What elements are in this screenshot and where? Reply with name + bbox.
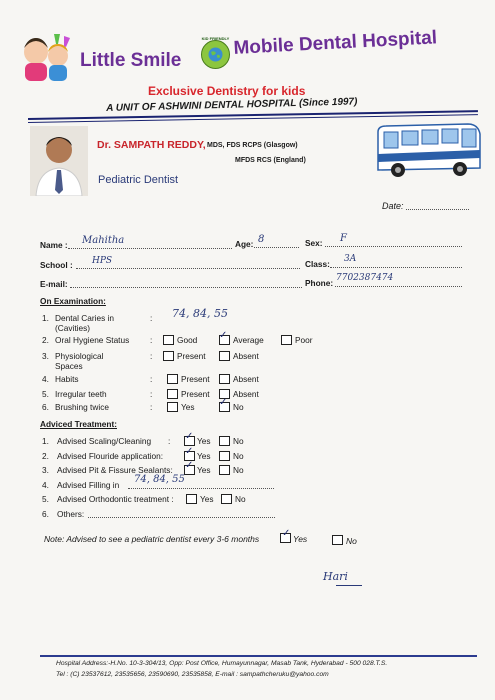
doctor-qual1: MDS, FDS RCPS (Glasgow)	[207, 142, 298, 149]
ortho-yes-label: Yes	[200, 494, 214, 504]
spaces-present-label: Present	[177, 351, 206, 361]
kid-friendly-badge	[201, 36, 230, 69]
exam-item-4-colon: :	[150, 374, 153, 384]
note-text: Note: Advised to see a pediatric dentist every 3-6 months	[44, 534, 260, 544]
signature-underline	[336, 585, 362, 586]
hygiene-good-checkbox[interactable]	[163, 335, 174, 345]
age-label: Age:	[235, 239, 254, 249]
exam-item-5-colon: :	[150, 389, 153, 399]
phone-field[interactable]	[335, 286, 462, 287]
class-field[interactable]	[330, 267, 462, 268]
school-field[interactable]	[76, 268, 300, 269]
sex-field[interactable]	[325, 246, 462, 247]
exam-item-6-colon: :	[150, 402, 153, 412]
exam-item-5-num: 5.	[42, 389, 49, 399]
exam-item-4-num: 4.	[42, 374, 49, 384]
dental-bus-icon	[372, 120, 484, 184]
unit-line: A UNIT OF ASHWINI DENTAL HOSPITAL (Since 1997)	[106, 96, 358, 114]
phone-value: 7702387474	[336, 273, 394, 283]
note-yes-label: Yes	[293, 534, 308, 544]
exam-item-4-label: Habits	[55, 374, 79, 384]
sealants-no-checkbox[interactable]	[219, 465, 230, 475]
habits-present-checkbox[interactable]	[167, 374, 178, 384]
fluoride-yes-check-icon: ✓	[185, 446, 194, 457]
footer-rule	[40, 655, 477, 657]
hygiene-poor-checkbox[interactable]	[281, 335, 292, 345]
irregular-absent-label: Absent	[233, 389, 259, 399]
doctor-name: Dr. SAMPATH REDDY,	[97, 139, 206, 151]
email-field[interactable]	[70, 287, 302, 288]
habits-present-label: Present	[181, 374, 210, 384]
treat-item-1-colon: :	[168, 436, 171, 446]
hygiene-poor-label: Poor	[295, 335, 313, 345]
date-field[interactable]	[406, 209, 469, 210]
treat-item-1-label: Advised Scaling/Cleaning	[57, 436, 152, 446]
exam-item-2-colon: :	[150, 335, 153, 345]
filling-field[interactable]	[128, 488, 274, 489]
hygiene-average-label: Average	[233, 335, 264, 345]
note-no-checkbox[interactable]	[332, 535, 343, 545]
note-no-label: No	[346, 536, 357, 546]
exam-item-1-colon: :	[150, 313, 153, 323]
fluoride-yes-label: Yes	[197, 451, 211, 461]
friendly-badge-text: KID FRIENDLY	[201, 36, 230, 41]
treat-item-6-label: Others:	[57, 509, 85, 519]
examination-heading: On Examination:	[40, 296, 106, 306]
exam-item-6-num: 6.	[42, 402, 49, 412]
brushing-no-label: No	[233, 402, 244, 412]
exam-item-3-label: Physiological	[55, 351, 104, 361]
scaling-yes-check-icon: ✓	[185, 431, 194, 442]
footer-address: Hospital Address:-H.No. 10-3-304/13, Opp: Post Office, Humayunnagar, Masab Tank, Hyderabad - 500 028.T.S.	[56, 660, 388, 667]
treat-item-4-label: Advised Filling in	[57, 480, 120, 490]
name-label: Name :	[40, 240, 68, 250]
doctor-qual2: MFDS RCS (England)	[235, 157, 306, 164]
scaling-no-label: No	[233, 436, 244, 446]
footer-contact: Tel : (C) 23537612, 23535656, 23590690, 23535858, E-mail : sampathcheruku@yahoo.com	[56, 671, 329, 678]
kids-logo-icon	[14, 30, 80, 86]
habits-absent-checkbox[interactable]	[219, 374, 230, 384]
sealants-yes-check-icon: ✓	[185, 460, 194, 471]
ortho-no-label: No	[235, 494, 246, 504]
treat-item-1-num: 1.	[42, 436, 49, 446]
age-field[interactable]	[254, 247, 299, 248]
sealants-yes-label: Yes	[197, 465, 211, 475]
name-value: Mahitha	[82, 235, 125, 246]
email-label: E-mail:	[40, 279, 68, 289]
brushing-yes-label: Yes	[181, 402, 195, 412]
app-title-part1: Little Smile	[80, 50, 182, 71]
subtitle: Exclusive Dentistry for kids	[148, 84, 306, 98]
spaces-present-checkbox[interactable]	[163, 351, 174, 361]
ortho-yes-checkbox[interactable]	[186, 494, 197, 504]
exam-item-1-label2: (Cavities)	[55, 323, 91, 333]
exam-item-5-label: Irregular teeth	[55, 389, 107, 399]
brushing-no-check-icon: ✓	[219, 397, 228, 408]
school-value: HPS	[92, 256, 113, 266]
treatment-heading: Adviced Treatment:	[40, 419, 117, 429]
exam-item-3-num: 3.	[42, 351, 49, 361]
exam-item-6-label: Brushing twice	[55, 402, 109, 412]
ortho-no-checkbox[interactable]	[221, 494, 232, 504]
treat-item-3-label: Advised Pit & Fissure Sealants:	[57, 465, 173, 475]
phone-label: Phone:	[305, 278, 334, 288]
brushing-yes-checkbox[interactable]	[167, 402, 178, 412]
class-label: Class:	[305, 259, 330, 269]
filling-value: 74, 84, 55	[134, 474, 185, 485]
name-field[interactable]	[68, 248, 232, 249]
exam-item-2-label: Oral Hygiene Status	[55, 335, 130, 345]
treat-item-4-num: 4.	[42, 480, 49, 490]
irregular-present-label: Present	[181, 389, 210, 399]
note-yes-check-icon: ✓	[282, 528, 291, 539]
date-label: Date:	[382, 201, 404, 211]
exam-item-3-colon: :	[150, 351, 153, 361]
fluoride-no-label: No	[233, 451, 244, 461]
irregular-present-checkbox[interactable]	[167, 389, 178, 399]
fluoride-no-checkbox[interactable]	[219, 451, 230, 461]
hygiene-good-label: Good	[177, 335, 198, 345]
school-label: School :	[40, 260, 73, 270]
sex-label: Sex:	[305, 238, 323, 248]
treat-item-2-num: 2.	[42, 451, 49, 461]
treat-item-6-num: 6.	[42, 509, 49, 519]
spaces-absent-label: Absent	[233, 351, 259, 361]
scaling-yes-label: Yes	[197, 436, 211, 446]
exam-item-1-value: 74, 84, 55	[172, 307, 228, 320]
treat-item-5-label: Advised Orthodontic treatment :	[57, 494, 174, 504]
exam-item-3-label2: Spaces	[55, 361, 83, 371]
treat-item-5-num: 5.	[42, 494, 49, 504]
sealants-no-label: No	[233, 465, 244, 475]
hygiene-average-check-icon: ✓	[219, 330, 228, 341]
others-field[interactable]	[88, 517, 275, 518]
doctor-specialty: Pediatric Dentist	[98, 174, 179, 186]
spaces-absent-checkbox[interactable]	[219, 351, 230, 361]
sex-value: F	[340, 233, 347, 244]
doctor-photo	[30, 126, 88, 196]
signature: Hari	[323, 570, 348, 583]
scaling-no-checkbox[interactable]	[219, 436, 230, 446]
exam-item-1-num: 1.	[42, 313, 49, 323]
habits-absent-label: Absent	[233, 374, 259, 384]
class-value: 3A	[344, 254, 357, 264]
treat-item-3-num: 3.	[42, 465, 49, 475]
age-value: 8	[258, 234, 265, 245]
treat-item-2-label: Advised Flouride application:	[57, 451, 164, 461]
exam-item-2-num: 2.	[42, 335, 49, 345]
globe-icon	[202, 41, 229, 68]
app-title-part2: Mobile Dental Hospital	[233, 27, 438, 59]
exam-item-1-label: Dental Caries in	[55, 313, 115, 323]
